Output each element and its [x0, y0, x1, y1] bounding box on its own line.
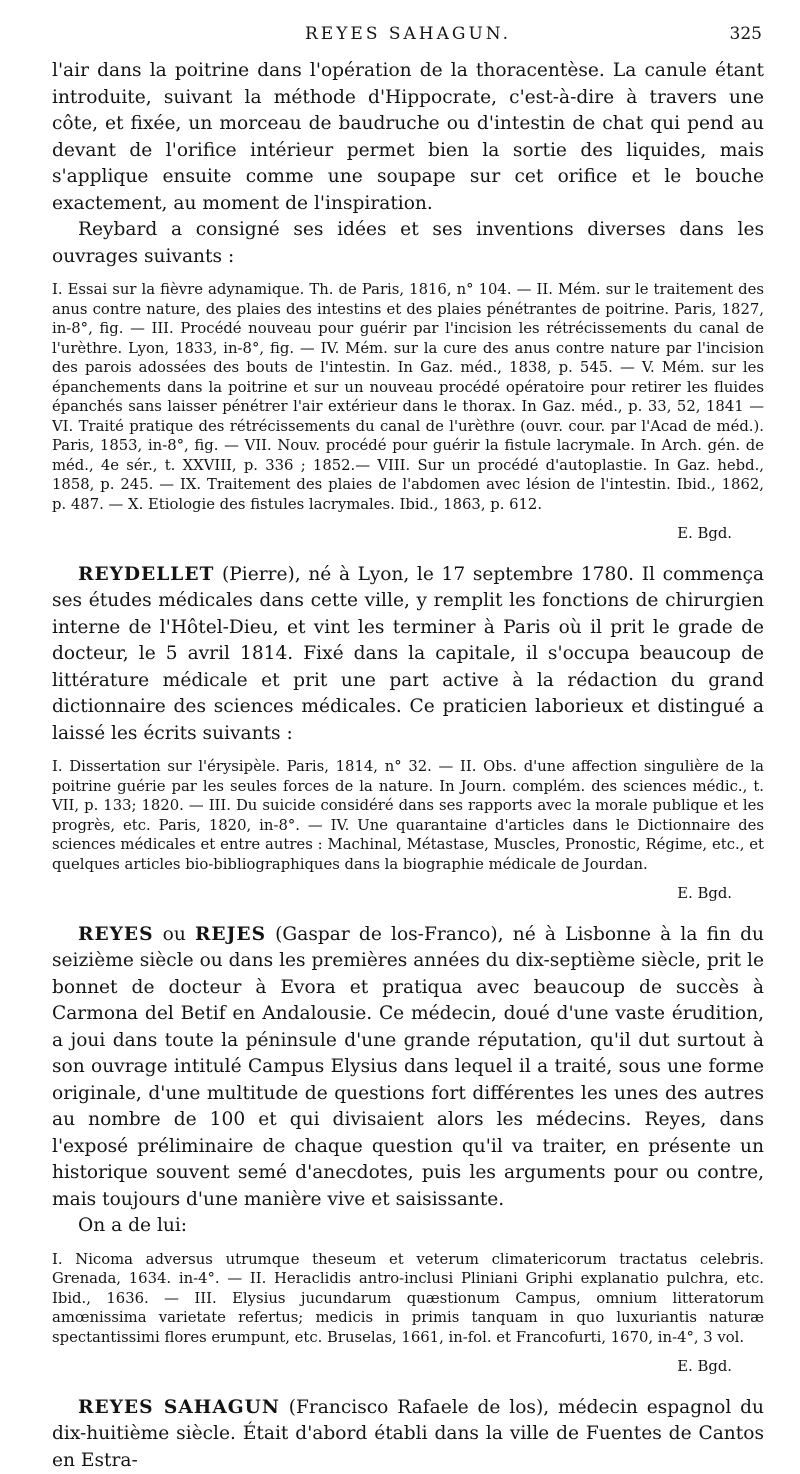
entry-bibliography: I. Nicoma adversus utrumque theseum et veterum climatericorum tractatus celebris. Grenada, 1634. in-4°. — II. Heraclidis antro-inclusi Pliniani Griphi explanatio pulchra, etc. Ibid., 1636. — III. Elysius jucundarum quæstionum Campus, omnium litteratorum amœnissima varietate refertus; medicis in primis tanquam in quo luxuriantis naturæ spectantissimi flores erumpunt, etc. Bruselas, 1661, in-fol. et Francofurti, 1670, in-4°, 3 vol.: [52, 1250, 764, 1348]
signature: E. Bgd.: [52, 884, 764, 904]
entry-paragraph: [52, 1395, 764, 1474]
entry-headword: REYES: [78, 924, 154, 945]
entry-paragraph: [52, 562, 764, 748]
entry-headword: REYDELLET: [78, 564, 214, 585]
reybard-bibliography: I. Essai sur la fièvre adynamique. Th. de Paris, 1816, n° 104. — II. Mém. sur le traitement des anus contre nature, des plaies des intestins et des plaies pénétrantes de poitrine. Paris, 1827, in-8°, fig. — III. Procédé nouveau pour guérir par l'incision les rétrécissements du canal de l'urèthre. Lyon, 1833, in-8°, fig. — IV. Mém. sur la cure des anus contre nature par l'incision des parois adossées des bouts de l'intestin. In Gaz. méd., 1838, p. 545. — V. Mém. sur les épanchements dans la poitrine et sur un nouveau procédé opératoire pour retirer les fluides épanchés sans laisser pénétrer l'air extérieur dans le thorax. In Gaz. méd., p. 33, 52, 1841 — VI. Traité pratique des rétrécissements du canal de l'urèthre (ouvr. cour. par l'Acad de méd.). Paris, 1853, in-8°, fig. — VII. Nouv. procédé pour guérir la fistule lacrymale. In Arch. gén. de méd., 4e sér., t. XXVIII, p. 336 ; 1852.— VIII. Sur un procédé d'autoplastie. In Gaz. hebd., 1858, p. 245. — IX. Traitement des plaies de l'abdomen avec lésion de l'intestin. Ibid., 1862, p. 487. — X. Etiologie des fistules lacrymales. Ibid., 1863, p. 612.: [52, 280, 764, 514]
running-head: [52, 24, 764, 58]
page-number: 325: [730, 24, 762, 44]
works-intro: On a de lui:: [78, 1213, 764, 1240]
entry-headword-alt: REJES: [195, 924, 266, 945]
works-intro-paragraph: Reybard a consigné ses idées et ses inventions diverses dans les ouvrages suivants :: [52, 217, 764, 270]
entry-text: (Francisco Rafaele de los), médecin espagnol du dix-huitième siècle. Était d'abord établi dans la ville de Fuentes de Cantos en Estra-: [52, 1397, 764, 1471]
signature: E. Bgd.: [52, 1357, 764, 1377]
entry-bibliography: I. Dissertation sur l'érysipèle. Paris, 1814, n° 32. — II. Obs. d'une affection singulière de la poitrine guérie par les seules forces de la nature. In Journ. complém. des sciences médic., t. VII, p. 133; 1820. — III. Du suicide considéré dans ses rapports avec la morale publique et les progrès, etc. Paris, 1820, in-8°. — IV. Une quarantaine d'articles dans le Dictionnaire des sciences médicales et entre autres : Machinal, Métastase, Muscles, Pronostic, Régime, etc., et quelques articles bio-bibliographiques dans la biographie médicale de Jourdan.: [52, 757, 764, 874]
running-title: REYES SAHAGUN.: [305, 24, 511, 44]
entry-text: (Gaspar de los-Franco), né à Lisbonne à la fin du seizième siècle ou dans les premières années du dix-septième siècle, prit le bonnet de docteur à Evora et pratiqua avec beaucoup de succès à Carmona del Betif en Andalousie. Ce médecin, doué d'une vaste érudition, a joui dans toute la péninsule d'une grande réputation, qu'il dut surtout à son ouvrage intitulé Campus Elysius dans lequel il a traité, sous une forme originale, d'une multitude de questions fort différentes les unes des autres au nombre de 100 et qui divisaient alors les médecins. Reyes, dans l'exposé préliminaire de chaque question qu'il va traiter, en présente un historique souvent semé d'anecdotes, puis les arguments pour ou contre, mais toujours d'une manière vive et saisissante.: [52, 924, 764, 1210]
entry-reyes: [52, 922, 764, 1377]
continued-paragraph: l'air dans la poitrine dans l'opération de la thoracentèse. La canule étant introduite, suivant la méthode d'Hippocrate, c'est-à-dire à travers une côte, et fixée, un morceau de baudruche ou d'intestin de chat qui pend au devant de l'orifice intérieur permet bien la sortie des liquides, mais s'applique ensuite comme une soupape sur cet orifice et le bouche exactement, au moment de l'inspiration.: [52, 58, 764, 217]
entry-headword: REYES SAHAGUN: [78, 1397, 280, 1418]
headword-connector: ou: [154, 924, 195, 945]
signature: E. Bgd.: [52, 524, 764, 544]
entry-reyes-sahagun: [52, 1395, 764, 1474]
entry-paragraph: [52, 922, 764, 1214]
entry-text: (Pierre), né à Lyon, le 17 septembre 1780. Il commença ses études médicales dans cette ville, y remplit les fonctions de chirurgien interne de l'Hôtel-Dieu, et vint les terminer à Paris où il prit le grade de docteur, le 5 avril 1814. Fixé dans la capitale, il s'occupa beaucoup de littérature médicale et prit une part active à la rédaction du grand dictionnaire des sciences médicales. Ce praticien laborieux et distingué a laissé les écrits suivants :: [52, 564, 764, 744]
entry-reydellet: [52, 562, 764, 904]
